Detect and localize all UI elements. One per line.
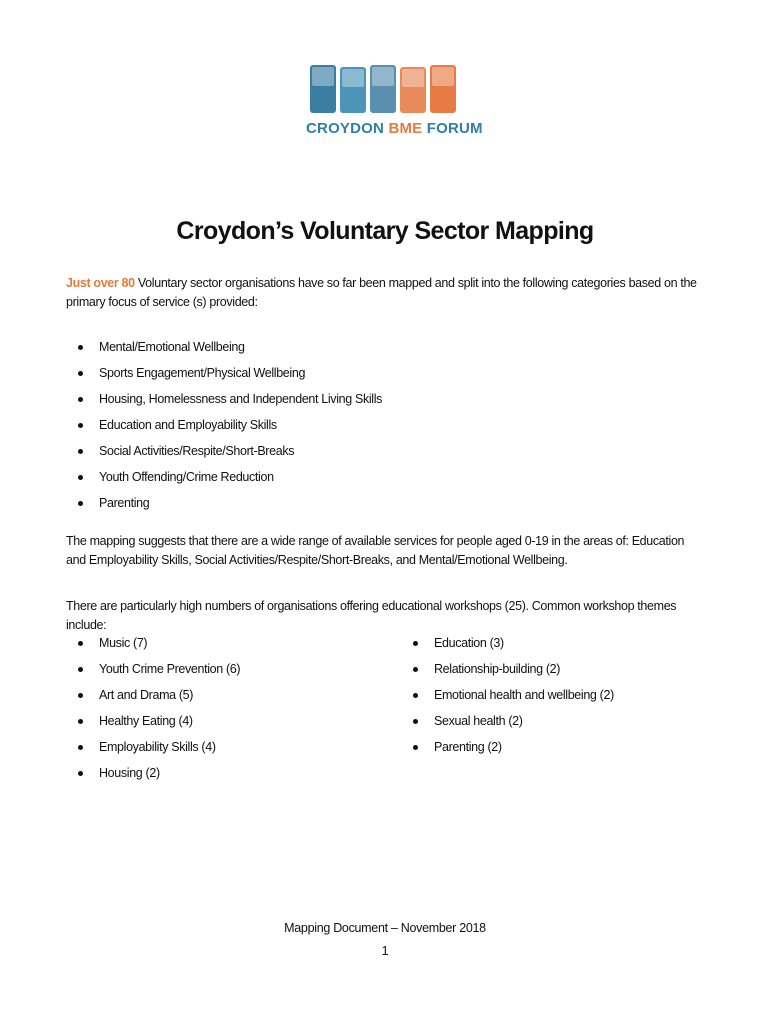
list-item: [66, 764, 240, 790]
list-item-text: Music (7): [99, 636, 148, 650]
list-item-text: Parenting: [99, 496, 150, 510]
list-item: [66, 634, 240, 660]
list-item: [66, 390, 382, 416]
list-item-text: Housing (2): [99, 766, 160, 780]
bullet-icon: [78, 667, 83, 672]
logo-text: [306, 120, 483, 137]
bullet-icon: [78, 345, 83, 350]
list-item-text: Emotional health and wellbeing (2): [434, 688, 614, 702]
bullet-icon: [78, 641, 83, 646]
bullet-icon: [78, 423, 83, 428]
logo-text-forum: FORUM: [422, 120, 483, 137]
logo-text-croydon: CROYDON: [306, 120, 389, 137]
workshop-themes-right: [401, 634, 614, 764]
list-item: [401, 686, 614, 712]
list-item: [401, 712, 614, 738]
list-item: [66, 442, 382, 468]
list-item: [66, 468, 382, 494]
footer-document-label: Mapping Document – November 2018: [284, 921, 486, 935]
logo-tile: [310, 65, 336, 113]
intro-text: Voluntary sector organisations have so far been mapped and split into the following categories based on the primary focus of service (s) provided:: [66, 276, 697, 309]
list-item: [66, 416, 382, 442]
category-list: [66, 338, 382, 520]
list-item-text: Sexual health (2): [434, 714, 523, 728]
workshop-themes-left: [66, 634, 240, 790]
list-item: [66, 660, 240, 686]
list-item: [66, 338, 382, 364]
bullet-icon: [78, 693, 83, 698]
logo-tile: [430, 65, 456, 113]
bullet-icon: [413, 745, 418, 750]
bullet-icon: [78, 719, 83, 724]
list-item: [66, 738, 240, 764]
bullet-icon: [413, 693, 418, 698]
list-item-text: Healthy Eating (4): [99, 714, 193, 728]
bullet-icon: [78, 745, 83, 750]
bullet-icon: [78, 397, 83, 402]
workshops-paragraph: There are particularly high numbers of organisations offering educational workshops (25). Common workshop themes include:: [66, 599, 677, 632]
bullet-icon: [78, 449, 83, 454]
list-item-text: Mental/Emotional Wellbeing: [99, 340, 245, 354]
list-item-text: Sports Engagement/Physical Wellbeing: [99, 366, 306, 380]
list-item: [66, 364, 382, 390]
bullet-icon: [78, 371, 83, 376]
page-number: 1: [381, 944, 389, 958]
list-item: [66, 494, 382, 520]
intro-paragraph: [66, 274, 706, 312]
bullet-icon: [413, 667, 418, 672]
list-item: [66, 686, 240, 712]
document-title: Croydon’s Voluntary Sector Mapping: [176, 217, 594, 245]
bullet-icon: [413, 719, 418, 724]
logo-tile: [370, 65, 396, 113]
logo-tile: [400, 67, 426, 113]
croydon-bme-forum-logo: [306, 63, 483, 137]
bullet-icon: [413, 641, 418, 646]
list-item-text: Education and Employability Skills: [99, 418, 277, 432]
list-item: [66, 712, 240, 738]
list-item-text: Youth Offending/Crime Reduction: [99, 470, 274, 484]
list-item-text: Housing, Homelessness and Independent Living Skills: [99, 392, 383, 406]
list-item-text: Social Activities/Respite/Short-Breaks: [99, 444, 295, 458]
list-item-text: Youth Crime Prevention (6): [99, 662, 241, 676]
list-item-text: Relationship-building (2): [434, 662, 561, 676]
mapping-summary-paragraph: The mapping suggests that there are a wide range of available services for people aged 0-19 in the areas of: Education and Employability Skills, Social Activities/Respite/Short-Breaks, and Mental/Emotional Wellbeing.: [66, 534, 685, 567]
list-item: [401, 660, 614, 686]
list-item-text: Employability Skills (4): [99, 740, 216, 754]
intro-highlight: Just over 80: [66, 276, 135, 290]
list-item-text: Education (3): [434, 636, 504, 650]
list-item: [401, 738, 614, 764]
list-item-text: Parenting (2): [434, 740, 502, 754]
logo-tiles: [306, 63, 460, 113]
list-item: [401, 634, 614, 660]
bullet-icon: [78, 475, 83, 480]
logo-tile: [340, 67, 366, 113]
logo-text-bme: BME: [388, 120, 423, 137]
bullet-icon: [78, 771, 83, 776]
list-item-text: Art and Drama (5): [99, 688, 194, 702]
bullet-icon: [78, 501, 83, 506]
